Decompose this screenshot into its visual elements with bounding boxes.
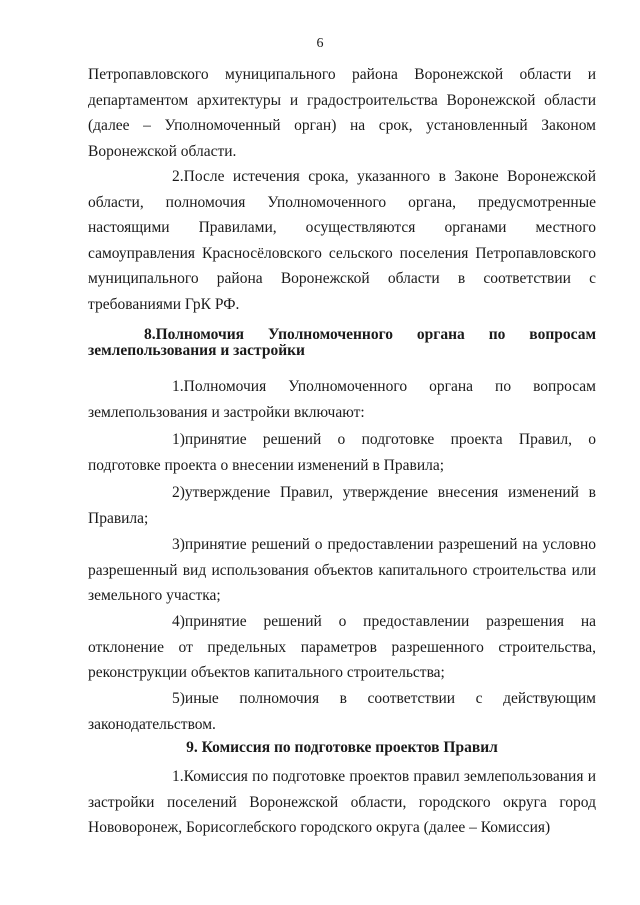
paragraph-body (88, 374, 596, 425)
paragraph-number: 2. (172, 168, 184, 185)
list-item (88, 686, 596, 737)
list-item-body (88, 427, 596, 478)
paragraph-number: 1. (172, 378, 184, 395)
list-item-body (88, 480, 596, 531)
list-item-body (88, 532, 596, 609)
list-item-number: 1) (172, 431, 185, 448)
list-item-text: принятие решений о предоставлении разрешения на отклонение от предельных параметров разрешенного строительства, реконструкции объектов капитального строительства; (88, 613, 596, 681)
paragraph-text: Петропавловского муниципального района Воронежской области и департаментом архитектуры и градостроительства Воронежской области (далее – Уполномоченный орган) на срок, установленный Законом Воронежской области. (88, 66, 596, 160)
list-item-text: принятие решений о подготовке проекта Правил, о подготовке проекта о внесении изменений в Правила; (88, 431, 596, 474)
list-item-text: иные полномочия в соответствии с действующим законодательством. (88, 690, 596, 733)
page-number: 6 (316, 36, 324, 51)
section-title: 9. Комиссия по подготовке проектов Правил (186, 739, 498, 756)
paragraph-body (88, 764, 596, 841)
list-item-body (88, 686, 596, 737)
list-item-text: принятие решений о предоставлении разрешений на условно разрешенный вид использования объектов капитального строительства или земельного участка; (88, 536, 596, 604)
section-9-heading (88, 736, 596, 760)
paragraph-text: После истечения срока, указанного в Законе Воронежской области, полномочия Уполномоченного органа, предусмотренные настоящими Правилами, осуществляются органами местного самоуправления Красносёловского сельского поселения Петропавловского муниципального района Воронежской области в соответствии с требованиями ГрК РФ. (88, 168, 596, 313)
list-item-number: 5) (172, 690, 185, 707)
section-title: Полномочия Уполномоченного органа по вопросам землепользования и застройки (88, 326, 596, 359)
continuation-paragraph (88, 62, 596, 164)
section-8-heading (88, 327, 596, 359)
list-item (88, 532, 596, 609)
list-item-number: 2) (172, 484, 185, 501)
section-8-paragraph-1 (88, 374, 596, 425)
section-number: 8. (144, 326, 156, 343)
paragraph-text: Комиссия по подготовке проектов правил землепользования и застройки поселений Воронежской области, городского округа город Нововоронеж, Борисоглебского городского округа (далее – Комиссия) (88, 768, 596, 836)
list-item-body (88, 609, 596, 686)
list-item-text: утверждение Правил, утверждение внесения изменений в Правила; (88, 484, 596, 527)
list-item (88, 609, 596, 686)
paragraph-text: Полномочия Уполномоченного органа по вопросам землепользования и застройки включают: (88, 378, 596, 421)
list-item-number: 3) (172, 536, 185, 553)
paragraph-number: 1. (172, 768, 184, 785)
list-item-number: 4) (172, 613, 185, 630)
paragraph-2 (88, 164, 596, 317)
list-item (88, 480, 596, 531)
section-heading (88, 327, 596, 359)
list-item (88, 427, 596, 478)
paragraph-2-body (88, 164, 596, 317)
section-9-paragraph-1 (88, 764, 596, 841)
